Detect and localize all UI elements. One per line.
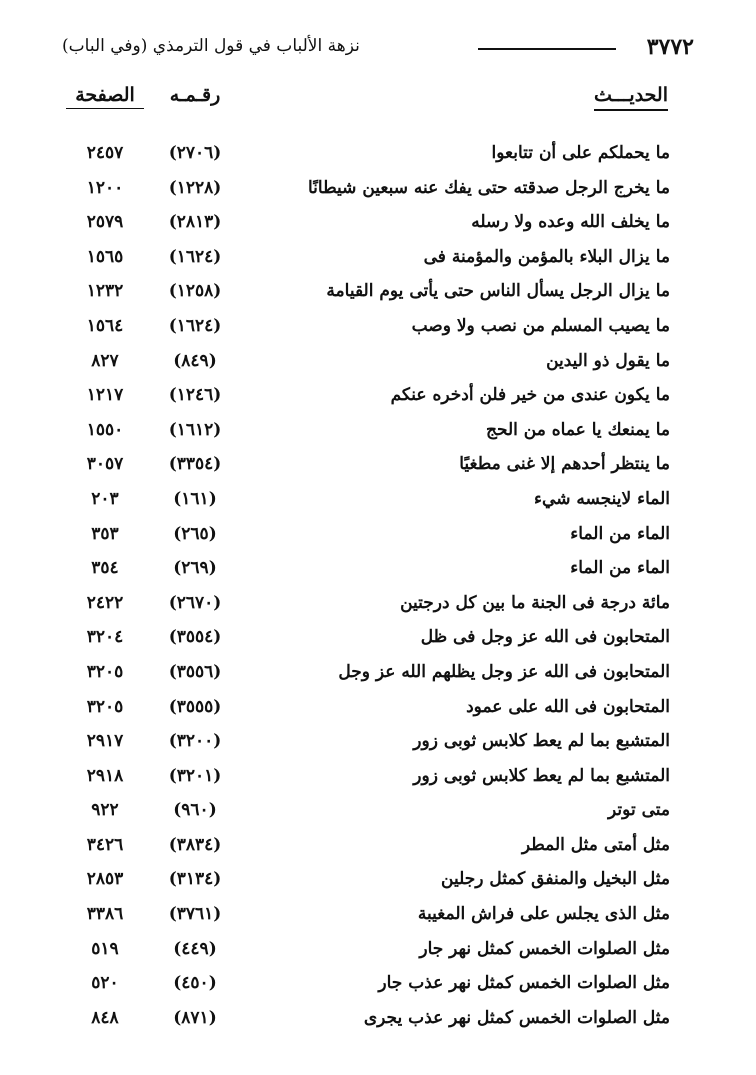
entry-page-number: ٢٩١٧ [86,731,124,752]
entry-page-number: ٢٨٥٣ [86,869,124,890]
index-entry [0,969,756,1004]
index-entry [0,312,756,347]
entry-hadith-text: مثل البخيل والمنفق كمثل رجلين [441,869,670,890]
index-entry [0,865,756,900]
column-heading-page: الصفحة [66,84,144,109]
entry-hadith-number: (١٢٥٨) [168,281,222,302]
entry-page-number: ٣٥٤ [91,558,119,579]
entry-hadith-text: ما يقول ذو اليدين [546,350,670,371]
entry-hadith-number: (٢٧٠٦) [168,143,222,163]
entry-page-number: ٢٥٧٩ [86,212,124,233]
column-heading-number: رقـمـه [169,84,221,106]
entry-hadith-number: (٣٢٠٠) [168,731,222,752]
column-heading-hadith: الحديـــث [594,84,668,111]
entry-hadith-text: مثل الصلوات الخمس كمثل نهر عذب يجرى [363,1007,670,1028]
entry-hadith-number: (٣٥٥٦) [168,661,222,682]
entry-hadith-number: (٣٧٦١) [168,904,222,925]
entry-page-number: ٢٩١٨ [86,765,124,786]
index-entry [0,520,756,555]
entry-hadith-number: (٣٥٥٥) [168,696,222,717]
entry-page-number: ٣٢٠٤ [86,627,124,648]
entry-page-number: ٣٥٣ [91,523,119,544]
entry-hadith-number: (١٦٢٤) [168,315,222,336]
entry-hadith-text: متى توتر [608,800,670,821]
entry-hadith-text: الماء من الماء [570,523,670,544]
entry-hadith-number: (٢٦٥) [173,523,217,544]
entry-page-number: ١٢٣٢ [86,281,124,302]
entry-hadith-number: (٣٢٠١) [168,765,222,786]
entry-page-number: ٩٢٢ [91,800,119,821]
index-entry [0,900,756,935]
entry-hadith-text: ما يكون عندى من خير فلن أدخره عنكم [390,385,670,406]
entry-hadith-text: ما يحملكم على أن تتابعوا [491,143,670,163]
entry-page-number: ٢٠٣ [91,488,119,509]
running-header [62,30,694,62]
entry-hadith-number: (٨٤٩) [173,350,217,371]
entry-page-number: ٨٢٧ [91,350,119,371]
entry-page-number: ١٥٦٤ [86,315,124,336]
entry-page-number: ٢٤٢٢ [86,592,124,613]
entry-page-number: ١٢٠٠ [86,177,124,198]
entry-page-number: ٢٤٥٧ [86,143,124,163]
entry-hadith-text: المتحابون فى الله عز وجل فى ظل [420,627,670,648]
index-entry [0,554,756,589]
entry-hadith-number: (١٢٤٦) [168,385,222,406]
entry-hadith-text: المتشبع بما لم يعط كلابس ثوبى زور [413,765,670,786]
entry-page-number: ٣٠٥٧ [86,454,124,475]
entry-page-number: ٥١٩ [91,938,119,959]
entry-hadith-number: (١٦١٢) [168,419,222,440]
book-title: نزهة الألباب في قول الترمذي (وفي الباب) [62,36,360,56]
entry-page-number: ٣٢٠٥ [86,696,124,717]
entry-hadith-number: (٣١٣٤) [168,869,222,890]
index-entry [0,935,756,970]
entry-hadith-text: المتحابون فى الله على عمود [466,696,670,717]
index-entry [0,243,756,278]
index-entry [0,381,756,416]
entry-hadith-text: المتحابون فى الله عز وجل يظلهم الله عز وجل [338,661,670,682]
entry-hadith-number: (٣٣٥٤) [168,454,222,475]
entry-hadith-number: (٢٨١٣) [168,212,222,233]
hadith-index-list [0,139,756,1038]
index-entry [0,174,756,209]
entry-hadith-number: (٤٤٩) [173,938,217,959]
index-entry [0,762,756,797]
entry-hadith-number: (١٦٢٤) [168,246,222,267]
entry-hadith-text: ما يزال الرجل يسأل الناس حتى يأتى يوم القيامة [326,281,670,302]
entry-page-number: ١٢١٧ [86,385,124,406]
entry-hadith-number: (٢٦٩) [173,558,217,579]
index-entry [0,831,756,866]
entry-hadith-text: مثل أمتى مثل المطر [521,834,670,855]
entry-hadith-text: ما يزال البلاء بالمؤمن والمؤمنة فى [423,246,670,267]
index-entry [0,416,756,451]
index-entry [0,208,756,243]
entry-page-number: ٥٢٠ [91,973,119,994]
index-entry [0,658,756,693]
entry-hadith-text: مائة درجة فى الجنة ما بين كل درجتين [400,592,670,613]
index-entry [0,485,756,520]
entry-page-number: ٣٤٢٦ [86,834,124,855]
entry-hadith-number: (٣٥٥٤) [168,627,222,648]
entry-hadith-number: (٣٨٣٤) [168,834,222,855]
entry-page-number: ٣٣٨٦ [86,904,124,925]
entry-hadith-number: (٢٦٧٠) [168,592,222,613]
index-entry [0,589,756,624]
index-entry [0,139,756,174]
index-entry [0,1004,756,1039]
index-entry [0,623,756,658]
entry-hadith-number: (٤٥٠) [173,973,217,994]
entry-hadith-text: مثل الذى يجلس على فراش المغيبة [417,904,670,925]
entry-hadith-text: الماء لاينجسه شيء [534,488,670,509]
index-entry [0,277,756,312]
header-rule [478,48,616,50]
entry-hadith-text: مثل الصلوات الخمس كمثل نهر جار [419,938,670,959]
index-entry [0,693,756,728]
index-entry [0,450,756,485]
entry-hadith-text: مثل الصلوات الخمس كمثل نهر عذب جار [378,973,670,994]
entry-hadith-text: ما يصيب المسلم من نصب ولا وصب [411,315,670,336]
index-entry [0,727,756,762]
index-entry [0,796,756,831]
page-number: ٣٧٧٢ [646,34,694,60]
entry-page-number: ٣٢٠٥ [86,661,124,682]
index-entry [0,347,756,382]
entry-hadith-number: (٨٧١) [173,1007,217,1028]
entry-hadith-text: الماء من الماء [570,558,670,579]
entry-hadith-number: (١٦١) [173,488,217,509]
entry-page-number: ٨٤٨ [91,1007,119,1028]
entry-hadith-text: ما يخرج الرجل صدقته حتى يفك عنه سبعين شيطانًا [308,177,670,198]
entry-hadith-text: المتشبع بما لم يعط كلابس ثوبى زور [413,731,670,752]
entry-page-number: ١٥٦٥ [86,246,124,267]
entry-hadith-text: ما يخلف الله وعده ولا رسله [471,212,670,233]
entry-hadith-text: ما يمنعك يا عماه من الحج [486,419,670,440]
entry-hadith-text: ما ينتظر أحدهم إلا غنى مطغيًا [459,454,670,475]
entry-page-number: ١٥٥٠ [86,419,124,440]
entry-hadith-number: (٩٦٠) [173,800,217,821]
entry-hadith-number: (١٢٢٨) [168,177,222,198]
